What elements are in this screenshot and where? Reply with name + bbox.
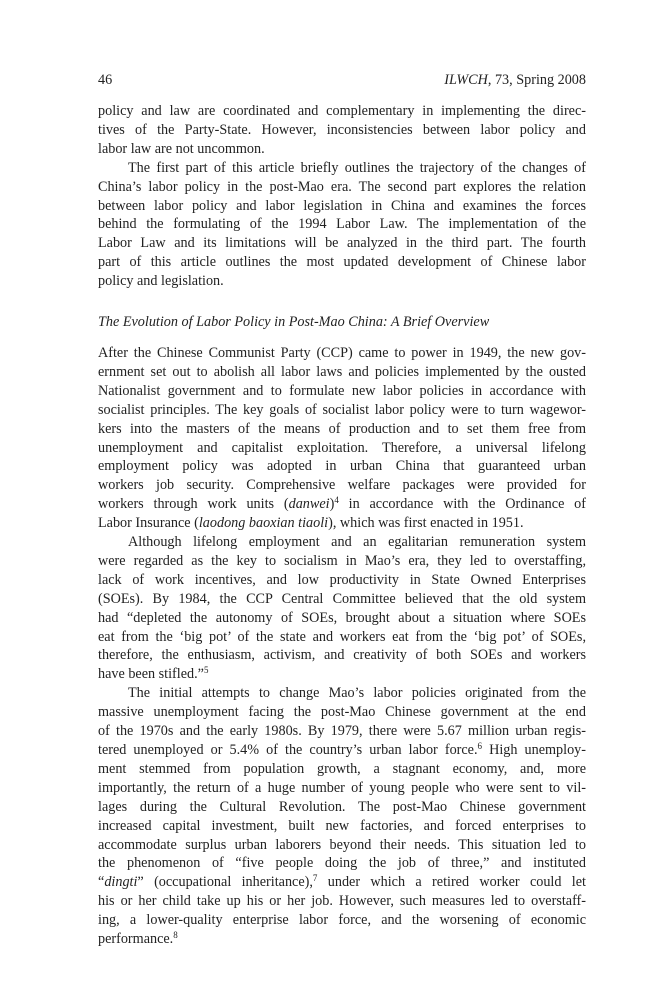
text-line: policy and legislation. <box>98 273 224 290</box>
text-line: therefore, the enthusiasm, activism, and creativity of both SOEs and workers <box>98 647 586 664</box>
body-text <box>98 102 586 949</box>
text-line: Labor Law and its limitations will be analyzed in the third part. The fourth <box>98 235 586 252</box>
paragraph-initial-attempts <box>98 684 586 949</box>
text-line: unemployment and capitalist exploitation. Therefore, a universal lifelong <box>98 439 586 456</box>
text-line: his or her child take up his or her job. However, such measures led to overstaff- <box>98 893 586 910</box>
text-run: ), which was first enacted in 1951. <box>328 515 524 532</box>
text-line: China’s labor policy in the post-Mao era. The second part explores the relation <box>98 178 586 195</box>
paragraph-intro-continued <box>98 102 586 159</box>
journal-citation <box>444 70 586 90</box>
text-line: eat from the ‘big pot’ of the state and workers eat from the ‘big pot’ of SOEs, <box>98 628 586 645</box>
italic-term: dingti <box>104 874 138 891</box>
text-line: socialist principles. The key goals of socialist labor policy were to turn wagewor- <box>98 401 586 418</box>
text-line: Nationalist government and to formulate new labor policies in accordance with <box>98 382 586 399</box>
text-line: the phenomenon of “five people doing the job of three,” and instituted <box>98 855 586 872</box>
text-line <box>98 665 586 684</box>
text-line: The first part of this article briefly outlines the trajectory of the changes of <box>128 159 586 176</box>
footnote-ref[interactable]: 5 <box>203 665 209 676</box>
text-run: Labor Insurance ( <box>98 515 199 532</box>
text-line: Although lifelong employment and an egalitarian remuneration system <box>128 534 586 551</box>
text-run: tered unemployed or 5.4% of the country’s urban labor force. <box>98 742 478 758</box>
text-run: performance. <box>98 931 174 948</box>
footnote-ref[interactable]: 4 <box>334 495 339 506</box>
journal-issue: , 73, Spring 2008 <box>487 72 586 88</box>
text-line: policy and law are coordinated and complementary in implementing the direc- <box>98 103 586 119</box>
text-line: workers job security. Comprehensive welfare packages were provided for <box>98 477 586 494</box>
text-run: in accordance with the Ordinance of <box>338 496 586 513</box>
section-heading: The Evolution of Labor Policy in Post-Mao China: A Brief Overview <box>98 314 490 331</box>
paragraph-lifelong-employment <box>98 533 586 684</box>
text-line <box>98 741 586 760</box>
text-run: High unemploy- <box>482 742 587 758</box>
italic-term: danwei <box>288 496 330 513</box>
text-run: ” (occupational inheritance), <box>137 874 313 891</box>
text-run: “ <box>98 874 105 891</box>
text-line: ernment set out to abolish all labor laws and policies implemented by the ousted <box>98 363 586 380</box>
text-line: were regarded as the key to socialism in Mao’s era, they led to overstaffing, <box>98 552 586 569</box>
text-line <box>98 514 586 533</box>
text-line: ment stemmed from population growth, a stagnant economy, and, more <box>98 760 586 777</box>
text-line: of the 1970s and the early 1980s. By 1979, there were 5.67 million urban regis- <box>98 723 586 740</box>
journal-name: ILWCH <box>444 72 488 88</box>
text-line: tives of the Party-State. However, inconsistencies between labor policy and <box>98 121 586 138</box>
text-line: part of this article outlines the most updated development of Chinese labor <box>98 254 586 271</box>
text-line: After the Chinese Communist Party (CCP) came to power in 1949, the new gov- <box>98 344 586 361</box>
text-line: between labor policy and labor legislation in China and examines the forces <box>98 197 586 214</box>
footnote-ref[interactable]: 6 <box>477 741 483 751</box>
text-line: kers into the masters of the means of production and to set them free from <box>98 420 586 437</box>
running-head <box>98 70 586 90</box>
paragraph-article-outline <box>98 159 586 291</box>
text-line: labor law are not uncommon. <box>98 140 265 157</box>
text-line: ing, a lower-quality enterprise labor force, and the worsening of economic <box>98 912 586 929</box>
text-line: accommodate surplus urban laborers beyond their needs. This situation led to <box>98 836 586 853</box>
text-run: ) <box>329 496 335 513</box>
text-line <box>98 873 586 892</box>
text-line: (SOEs). By 1984, the CCP Central Committee believed that the old system <box>98 590 586 607</box>
text-line <box>98 930 586 949</box>
text-line: lack of work incentives, and low productivity in State Owned Enterprises <box>98 571 586 588</box>
text-run: under which a retired worker could let <box>317 874 586 891</box>
paragraph-ccp-1949 <box>98 344 586 533</box>
footnote-ref[interactable]: 7 <box>312 873 318 884</box>
page-number: 46 <box>98 72 113 88</box>
text-line: behind the formulating of the 1994 Labor Law. The implementation of the <box>98 216 586 233</box>
text-line: increased capital investment, built new factories, and forced enterprises to <box>98 817 586 834</box>
text-line: importantly, the return of a huge number of young people who were sent to vil- <box>98 779 586 796</box>
footnote-ref[interactable]: 8 <box>173 930 178 941</box>
text-line: massive unemployment facing the post-Mao Chinese government at the end <box>98 704 586 721</box>
italic-term: laodong baoxian tiaoli <box>198 515 329 532</box>
text-line: The initial attempts to change Mao’s labor policies originated from the <box>128 685 586 702</box>
text-line: lages during the Cultural Revolution. The post-Mao Chinese government <box>98 798 586 815</box>
text-run: have been stifled.” <box>98 666 204 683</box>
text-line: employment policy was adopted in urban China that guaranteed urban <box>98 458 586 475</box>
text-run: workers through work units ( <box>98 496 289 513</box>
text-line: had “depleted the autonomy of SOEs, brought about a situation where SOEs <box>98 609 586 626</box>
text-line <box>98 495 586 514</box>
